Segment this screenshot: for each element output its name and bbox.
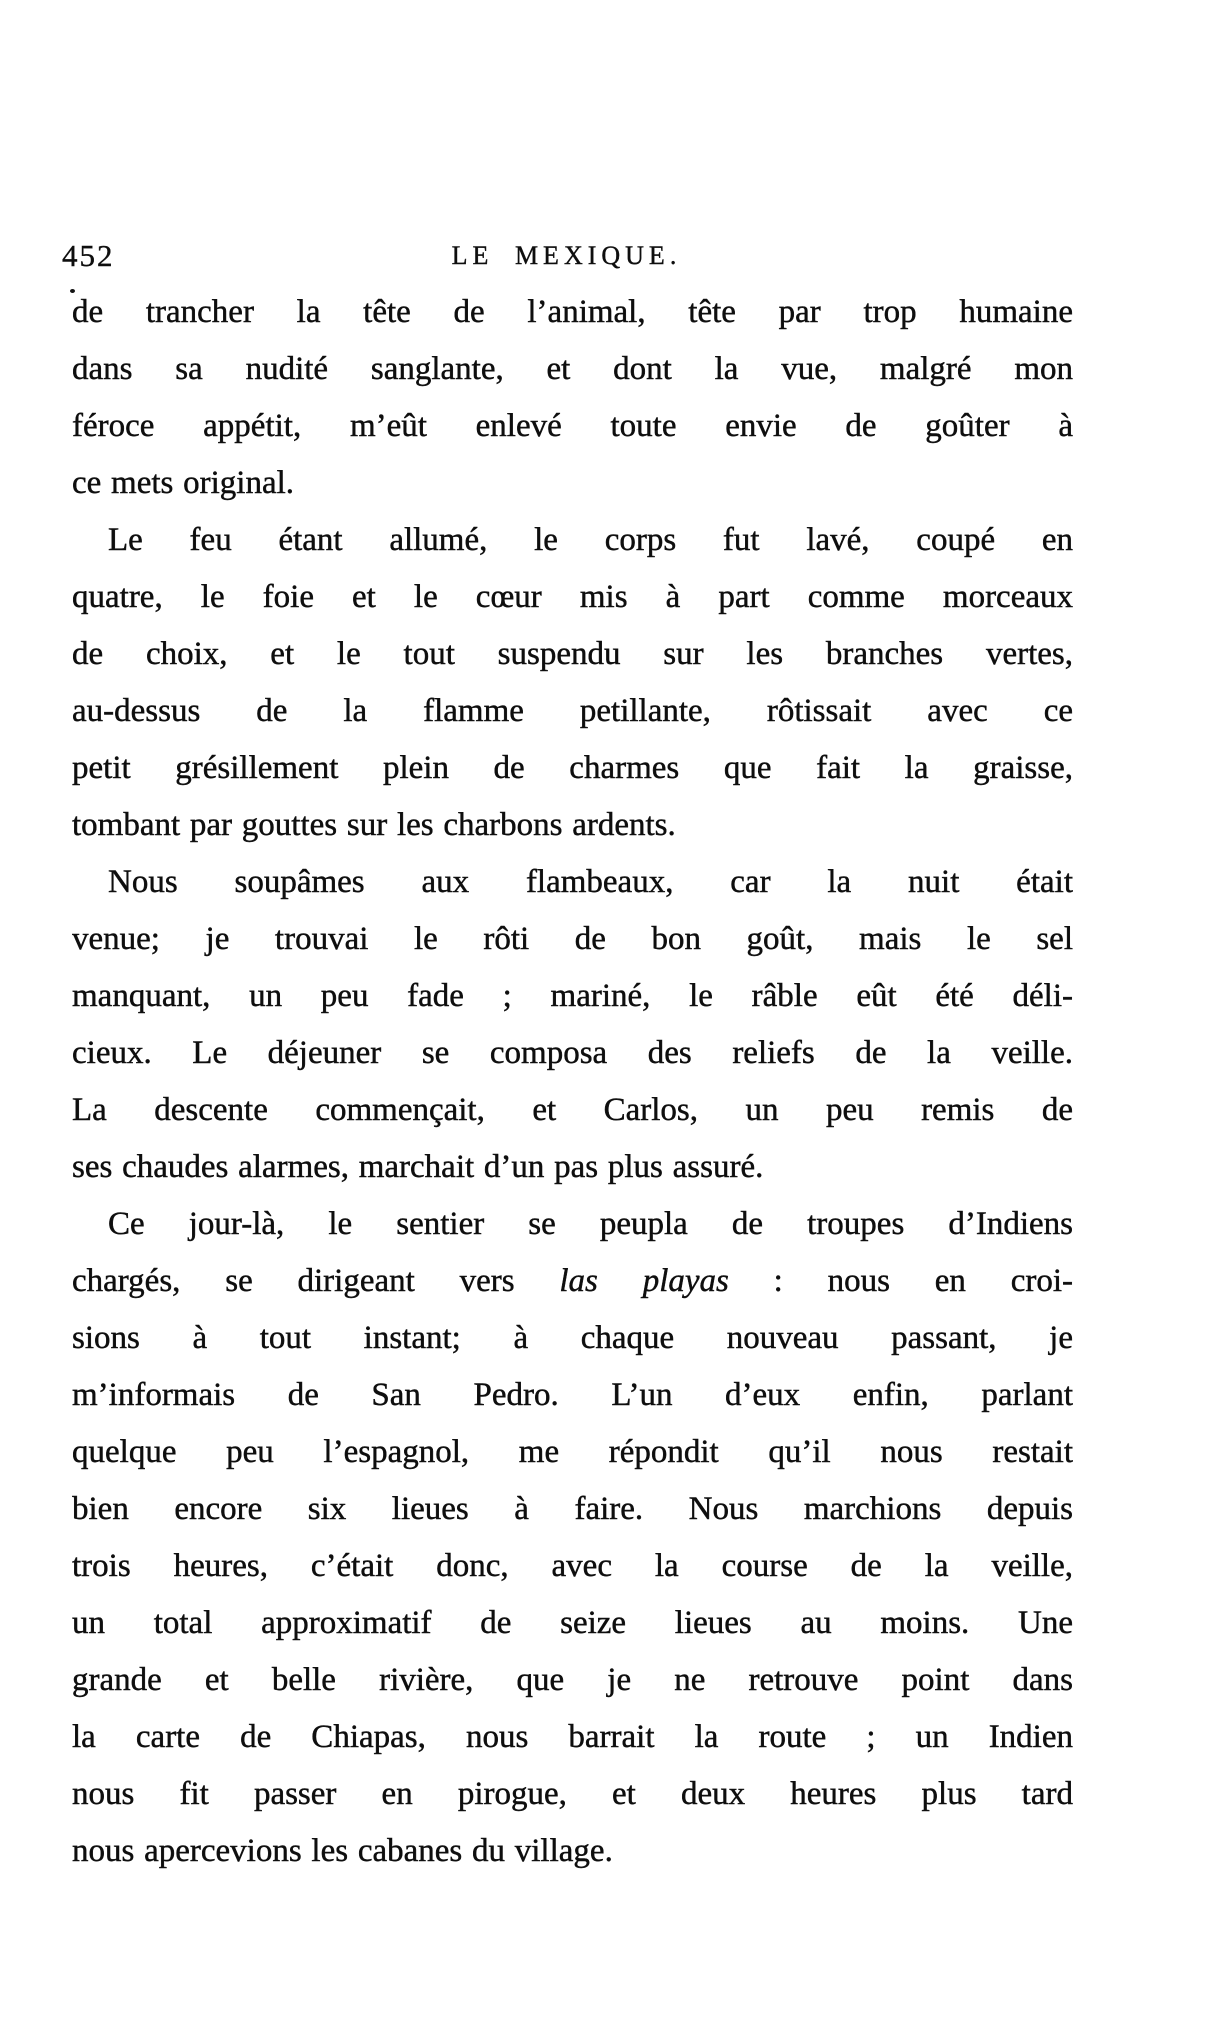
text-line: Le feu étant allumé, le corps fut lavé, coupé en	[108, 522, 1073, 558]
text-line: trois heures, c’était donc, avec la course de la veille,	[72, 1548, 1073, 1584]
page-header	[62, 238, 1071, 278]
text-line: sions à tout instant; à chaque nouveau passant, je	[72, 1320, 1073, 1356]
text-segment: chargés, se dirigeant vers	[72, 1263, 560, 1299]
text-line: au-dessus de la flamme petillante, rôtissait avec ce	[72, 693, 1073, 729]
page-body-text	[72, 284, 1073, 1880]
text-line: petit grésillement plein de charmes que fait la graisse,	[72, 750, 1073, 786]
text-line: manquant, un peu fade ; mariné, le râble eût été déli-	[72, 978, 1073, 1014]
text-line: m’informais de San Pedro. L’un d’eux enfin, parlant	[72, 1377, 1073, 1413]
text-line: Nous soupâmes aux flambeaux, car la nuit était	[108, 864, 1073, 900]
text-line: quelque peu l’espagnol, me répondit qu’il nous restait	[72, 1434, 1073, 1470]
text-line: féroce appétit, m’eût enlevé toute envie de goûter à	[72, 408, 1073, 444]
text-line-with-italic	[72, 1253, 1073, 1310]
italic-phrase: las playas	[559, 1263, 729, 1299]
text-line: de trancher la tête de l’animal, tête par trop humaine	[72, 294, 1073, 330]
text-line: de choix, et le tout suspendu sur les branches vertes,	[72, 636, 1073, 672]
text-line: un total approximatif de seize lieues au moins. Une	[72, 1605, 1073, 1641]
text-line: venue; je trouvai le rôti de bon goût, mais le sel	[72, 921, 1073, 957]
text-line: bien encore six lieues à faire. Nous marchions depuis	[72, 1491, 1073, 1527]
text-line: nous fit passer en pirogue, et deux heures plus tard	[72, 1776, 1073, 1812]
page-number: 452	[62, 238, 115, 273]
text-line: dans sa nudité sanglante, et dont la vue, malgré mon	[72, 351, 1073, 387]
text-line: quatre, le foie et le cœur mis à part comme morceaux	[72, 579, 1073, 615]
text-line: nous apercevions les cabanes du village.	[72, 1833, 613, 1869]
text-line: grande et belle rivière, que je ne retrouve point dans	[72, 1662, 1073, 1698]
text-line: ce mets original.	[72, 465, 295, 501]
text-segment: : nous en croi-	[728, 1263, 1073, 1299]
running-title: LE MEXIQUE.	[451, 241, 682, 270]
text-line: La descente commençait, et Carlos, un peu remis de	[72, 1092, 1073, 1128]
text-line: Ce jour-là, le sentier se peupla de troupes d’Indiens	[108, 1206, 1073, 1242]
text-line: tombant par gouttes sur les charbons ardents.	[72, 807, 676, 843]
text-line: cieux. Le déjeuner se composa des reliefs de la veille.	[72, 1035, 1073, 1071]
text-line: ses chaudes alarmes, marchait d’un pas plus assuré.	[72, 1149, 764, 1185]
text-line: la carte de Chiapas, nous barrait la route ; un Indien	[72, 1719, 1073, 1755]
